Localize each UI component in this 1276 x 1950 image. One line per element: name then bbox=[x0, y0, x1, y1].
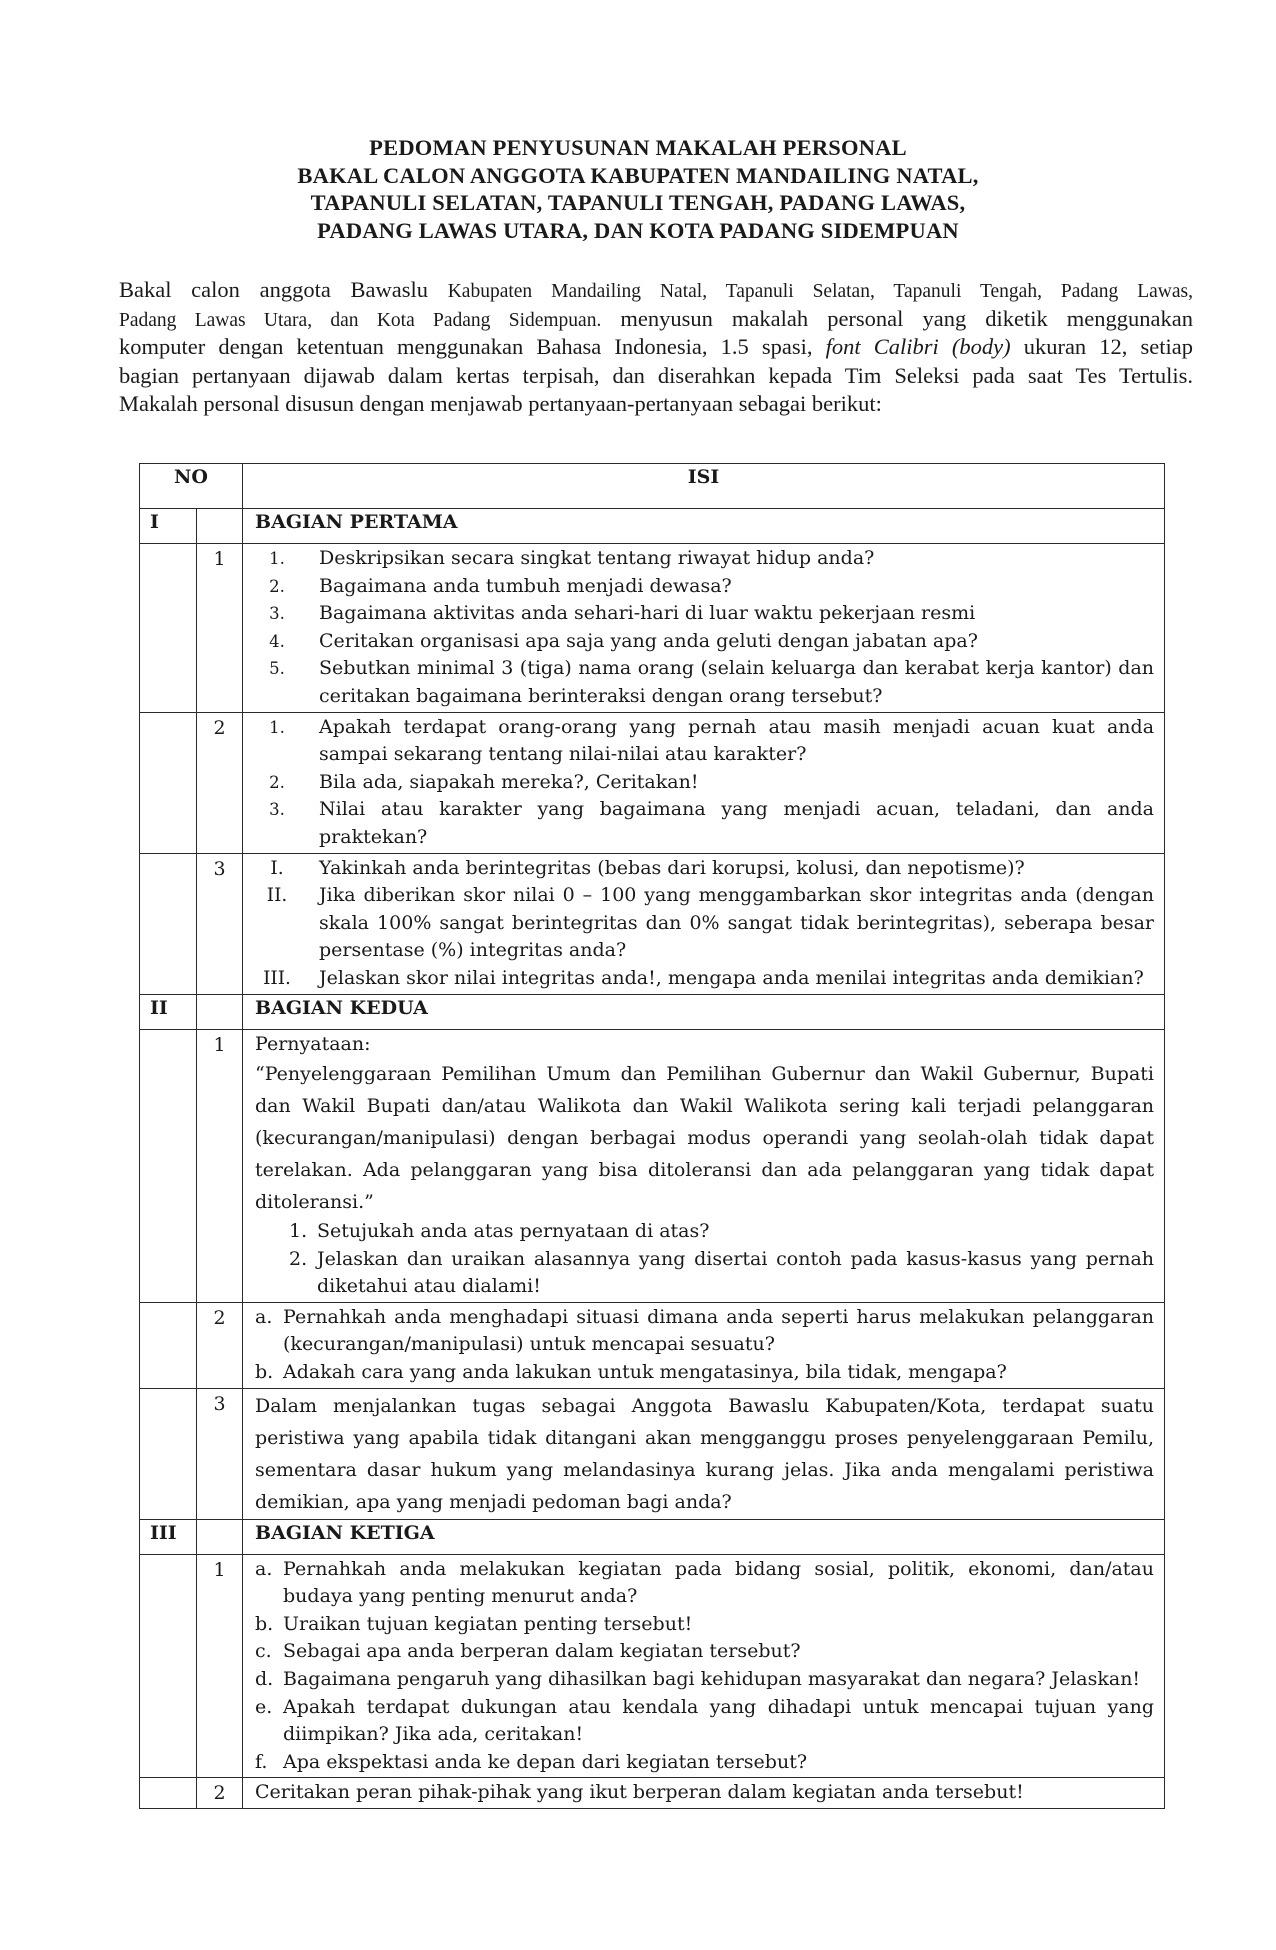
empty-cell bbox=[140, 544, 197, 713]
list-item bbox=[255, 1611, 1154, 1639]
header-isi: ISI bbox=[243, 464, 1165, 509]
list-item bbox=[255, 600, 1154, 628]
list-item bbox=[255, 1666, 1154, 1694]
item-marker: c. bbox=[255, 1640, 272, 1663]
item-marker: b. bbox=[255, 1361, 274, 1384]
empty-cell bbox=[140, 1302, 197, 1388]
section-row bbox=[140, 1519, 1165, 1554]
title-line: PADANG LAWAS UTARA, DAN KOTA PADANG SIDEMPUAN bbox=[317, 217, 959, 243]
list-item bbox=[289, 1246, 1154, 1301]
item-text: Nilai atau karakter yang bagaimana yang menjadi acuan, teladani, dan anda praktekan? bbox=[319, 798, 1155, 848]
item-marker: 1. bbox=[289, 1220, 308, 1243]
item-marker: 4. bbox=[269, 631, 285, 651]
table-row bbox=[140, 712, 1165, 853]
row-number: 2 bbox=[197, 1778, 243, 1809]
row-number: 1 bbox=[197, 1029, 243, 1302]
row-number: 1 bbox=[197, 544, 243, 713]
row-content bbox=[243, 1302, 1165, 1388]
section-number: II bbox=[140, 994, 197, 1029]
list-item bbox=[255, 1638, 1154, 1666]
item-text: Adakah cara yang anda lakukan untuk mengatasinya, bila tidak, mengapa? bbox=[283, 1361, 1007, 1384]
list-item bbox=[255, 1304, 1154, 1359]
table-row bbox=[140, 1554, 1165, 1778]
item-marker: a. bbox=[255, 1557, 273, 1580]
list-item bbox=[255, 769, 1154, 797]
item-text: Sebutkan minimal 3 (tiga) nama orang (selain keluarga dan kerabat kerja kantor) dan ceritakan bagaimana berinteraksi dengan orang tersebut? bbox=[319, 657, 1155, 707]
list-item bbox=[255, 882, 1154, 965]
row-content bbox=[243, 712, 1165, 853]
item-marker: 1. bbox=[269, 549, 285, 568]
item-marker: d. bbox=[255, 1668, 274, 1691]
row-content bbox=[243, 853, 1165, 994]
empty-cell bbox=[197, 1519, 243, 1554]
section-number: III bbox=[140, 1519, 197, 1554]
empty-cell bbox=[197, 509, 243, 544]
item-text: Bagaimana pengaruh yang dihasilkan bagi kehidupan masyarakat dan negara? Jelaskan! bbox=[283, 1668, 1141, 1691]
list-item bbox=[255, 1694, 1154, 1749]
item-marker: 3. bbox=[269, 800, 285, 820]
section-title: BAGIAN KETIGA bbox=[243, 1519, 1165, 1554]
table-row bbox=[140, 1388, 1165, 1519]
list-item bbox=[255, 714, 1154, 769]
table-row bbox=[140, 1778, 1165, 1809]
intro-line: Bakal calon anggota Bawaslu Kabupaten Mandailing Natal, Tapanuli Selatan, Tapanuli Tengah, Padang Lawas, bbox=[119, 277, 1194, 302]
list-item bbox=[255, 628, 1154, 656]
list-item bbox=[255, 1359, 1154, 1387]
list-item bbox=[255, 796, 1154, 851]
row-number: 3 bbox=[197, 1388, 243, 1519]
section-title: BAGIAN PERTAMA bbox=[243, 509, 1165, 544]
row-text: Ceritakan peran pihak-pihak yang ikut berperan dalam kegiatan anda tersebut! bbox=[255, 1781, 1024, 1804]
intro-line: bagian pertanyaan dijawab dalam kertas terpisah, dan diserahkan kepada Tim Seleksi pada saat Tes Tertulis. bbox=[119, 362, 1193, 388]
item-marker: 1. bbox=[269, 717, 285, 737]
item-text: Bagaimana aktivitas anda sehari-hari di luar waktu pekerjaan resmi bbox=[319, 602, 976, 625]
row-content bbox=[243, 1554, 1165, 1778]
table-header-row bbox=[140, 464, 1165, 509]
item-text: Bagaimana anda tumbuh menjadi dewasa? bbox=[319, 574, 732, 597]
title-line: PEDOMAN PENYUSUNAN MAKALAH PERSONAL bbox=[369, 135, 907, 160]
intro-paragraph bbox=[119, 276, 1193, 419]
table-row bbox=[140, 1029, 1165, 1302]
item-marker: f. bbox=[255, 1750, 268, 1773]
item-text: Apakah terdapat dukungan atau kendala yang dihadapi untuk mencapai tujuan yang diimpikan? Jika ada, ceritakan! bbox=[283, 1695, 1155, 1746]
item-text: Pernahkah anda menghadapi situasi dimana anda seperti harus melakukan pelanggaran (kecurangan/manipulasi) untuk mencapai sesuatu? bbox=[283, 1305, 1155, 1356]
item-text: Jelaskan skor nilai integritas anda!, mengapa anda menilai integritas anda demikian? bbox=[319, 966, 1144, 989]
item-marker: III. bbox=[263, 967, 291, 989]
list-item bbox=[255, 573, 1154, 601]
intro-line: komputer dengan ketentuan menggunakan Bahasa Indonesia, 1.5 spasi, font Calibri (body) ukuran 12, setiap bbox=[119, 334, 1194, 359]
item-marker: 5. bbox=[269, 659, 285, 679]
section-row bbox=[140, 509, 1165, 544]
empty-cell bbox=[140, 1778, 197, 1809]
row-content bbox=[243, 1388, 1165, 1519]
item-text: Bila ada, siapakah mereka?, Ceritakan! bbox=[319, 770, 699, 793]
item-marker: 2. bbox=[289, 1247, 308, 1270]
list-item bbox=[289, 1218, 1154, 1246]
item-text: Yakinkah anda berintegritas (bebas dari korupsi, kolusi, dan nepotisme)? bbox=[319, 856, 1025, 879]
item-marker: 2. bbox=[269, 772, 285, 792]
row-content bbox=[243, 1029, 1165, 1302]
list-item bbox=[255, 855, 1154, 883]
row-number: 1 bbox=[197, 1554, 243, 1778]
item-marker: II. bbox=[266, 885, 288, 907]
table-row bbox=[140, 853, 1165, 994]
item-marker: I. bbox=[270, 857, 284, 879]
row-text: Dalam menjalankan tugas sebagai Anggota Bawaslu Kabupaten/Kota, terdapat suatu peristiwa yang apabila tidak ditangani akan mengganggu proses penyelenggaraan Pemilu, sementara dasar hukum yang melandasinya kurang jelas. Jika anda mengalami peristiwa demikian, apa yang menjadi pedoman bagi anda? bbox=[255, 1394, 1155, 1513]
row-number: 3 bbox=[197, 853, 243, 994]
item-marker: b. bbox=[255, 1612, 274, 1635]
item-text: Apakah terdapat orang-orang yang pernah atau masih menjadi acuan kuat anda sampai sekarang tentang nilai-nilai atau karakter? bbox=[319, 715, 1155, 766]
item-text: Uraikan tujuan kegiatan penting tersebut! bbox=[283, 1612, 693, 1635]
item-text: Pernahkah anda melakukan kegiatan pada bidang sosial, politik, ekonomi, dan/atau budaya yang penting menurut anda? bbox=[283, 1557, 1155, 1608]
item-marker: 2. bbox=[269, 576, 285, 596]
item-text: Deskripsikan secara singkat tentang riwayat hidup anda? bbox=[319, 547, 875, 569]
list-item bbox=[255, 1749, 1154, 1777]
section-title: BAGIAN KEDUA bbox=[243, 994, 1165, 1029]
empty-cell bbox=[140, 1388, 197, 1519]
item-text: Sebagai apa anda berperan dalam kegiatan tersebut? bbox=[283, 1640, 801, 1663]
table-row bbox=[140, 544, 1165, 713]
row-content bbox=[243, 1778, 1165, 1809]
table-row bbox=[140, 1302, 1165, 1388]
item-text: Jelaskan dan uraikan alasannya yang disertai contoh pada kasus-kasus yang pernah diketahui atau dialami! bbox=[317, 1247, 1155, 1298]
questions-table bbox=[139, 463, 1165, 1809]
statement-label: Pernyataan: bbox=[255, 1032, 371, 1055]
list-item bbox=[255, 1556, 1154, 1611]
row-number: 2 bbox=[197, 1302, 243, 1388]
empty-cell bbox=[197, 994, 243, 1029]
document-title bbox=[0, 134, 1276, 244]
empty-cell bbox=[140, 1554, 197, 1778]
title-line: TAPANULI SELATAN, TAPANULI TENGAH, PADANG LAWAS, bbox=[310, 190, 966, 215]
row-number: 2 bbox=[197, 712, 243, 853]
intro-line: Makalah personal disusun dengan menjawab pertanyaan-pertanyaan sebagai berikut: bbox=[119, 391, 882, 416]
list-item bbox=[255, 655, 1154, 710]
empty-cell bbox=[140, 712, 197, 853]
item-text: Jika diberikan skor nilai 0 – 100 yang menggambarkan skor integritas anda (dengan skala 100% sangat berintegritas dan 0% sangat tidak berintegritas), seberapa besar persentase (%) integritas anda? bbox=[319, 884, 1155, 962]
section-number: I bbox=[140, 509, 197, 544]
item-marker: e. bbox=[255, 1695, 273, 1718]
item-text: Setujukah anda atas pernyataan di atas? bbox=[317, 1220, 710, 1243]
list-item bbox=[255, 965, 1154, 993]
header-no: NO bbox=[140, 464, 243, 509]
empty-cell bbox=[140, 853, 197, 994]
empty-cell bbox=[140, 1029, 197, 1302]
item-marker: a. bbox=[255, 1305, 273, 1328]
list-item bbox=[255, 545, 1154, 573]
row-content bbox=[243, 544, 1165, 713]
item-marker: 3. bbox=[269, 604, 285, 624]
title-line: BAKAL CALON ANGGOTA KABUPATEN MANDAILING NATAL, bbox=[297, 162, 979, 188]
item-text: Ceritakan organisasi apa saja yang anda geluti dengan jabatan apa? bbox=[319, 629, 978, 652]
statement-quote: “Penyelenggaraan Pemilihan Umum dan Pemilihan Gubernur dan Wakil Gubernur, Bupati dan Wakil Bupati dan/atau Walikota dan Wakil Walikota sering kali terjadi pelanggaran (kecurangan/manipulasi) dengan berbagai modus operandi yang seolah-olah tidak dapat terelakan. Ada pelanggaran yang bisa ditoleransi dan ada pelanggaran yang tidak dapat ditoleransi.” bbox=[255, 1063, 1155, 1214]
item-text: Apa ekspektasi anda ke depan dari kegiatan tersebut? bbox=[283, 1750, 808, 1773]
section-row bbox=[140, 994, 1165, 1029]
intro-line: Padang Lawas Utara, dan Kota Padang Sidempuan. menyusun makalah personal yang diketik menggunakan bbox=[119, 305, 1193, 331]
